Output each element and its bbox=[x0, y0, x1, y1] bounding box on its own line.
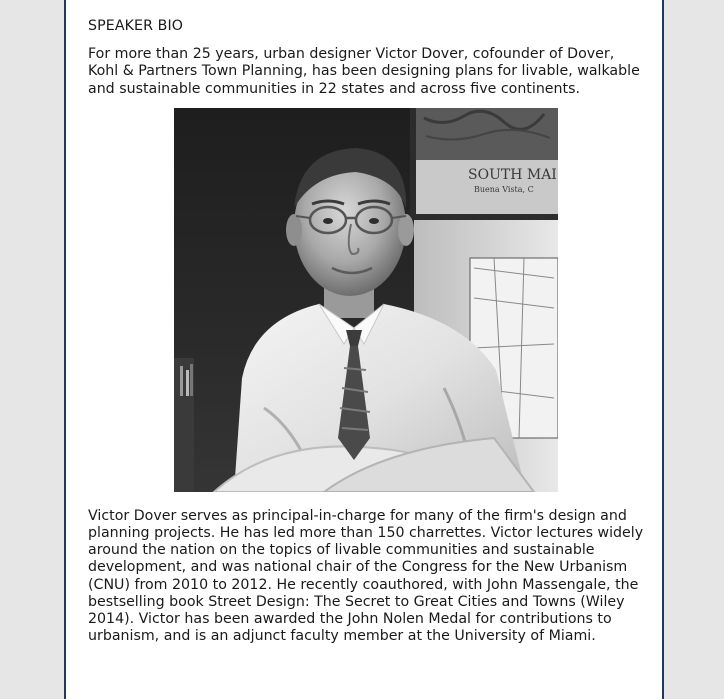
section-heading: SPEAKER BIO bbox=[88, 18, 184, 34]
poster-subtitle: Buena Vista, C bbox=[474, 184, 534, 194]
speaker-photo bbox=[174, 108, 558, 492]
poster-title: SOUTH MAI bbox=[468, 166, 557, 183]
speaker-bio-section bbox=[88, 18, 648, 645]
speaker-portrait-image bbox=[174, 108, 558, 492]
bio-details-paragraph: Victor Dover serves as principal-in-charge for many of the firm's design and planning projects. He has led more than 150 charrettes. Victor lectures widely around the nation on the topics of livable communities and sustainable development, and was national chair of the Congress for the New Urbanism (CNU) from 2010 to 2012. He recently coauthored, with John Massengale, the bestselling book Street Design: The Secret to Great Cities and Towns (Wiley 2014). Victor has been awarded the John Nolen Medal for contributions to urbanism, and is an adjunct faculty member at the University of Miami. bbox=[88, 507, 644, 645]
email-panel bbox=[64, 0, 664, 699]
bio-intro-paragraph: For more than 25 years, urban designer Victor Dover, cofounder of Dover, Kohl & Partners Town Planning, has been designing plans for livable, walkable and sustainable communities in 22 states and across five continents. bbox=[88, 46, 640, 97]
